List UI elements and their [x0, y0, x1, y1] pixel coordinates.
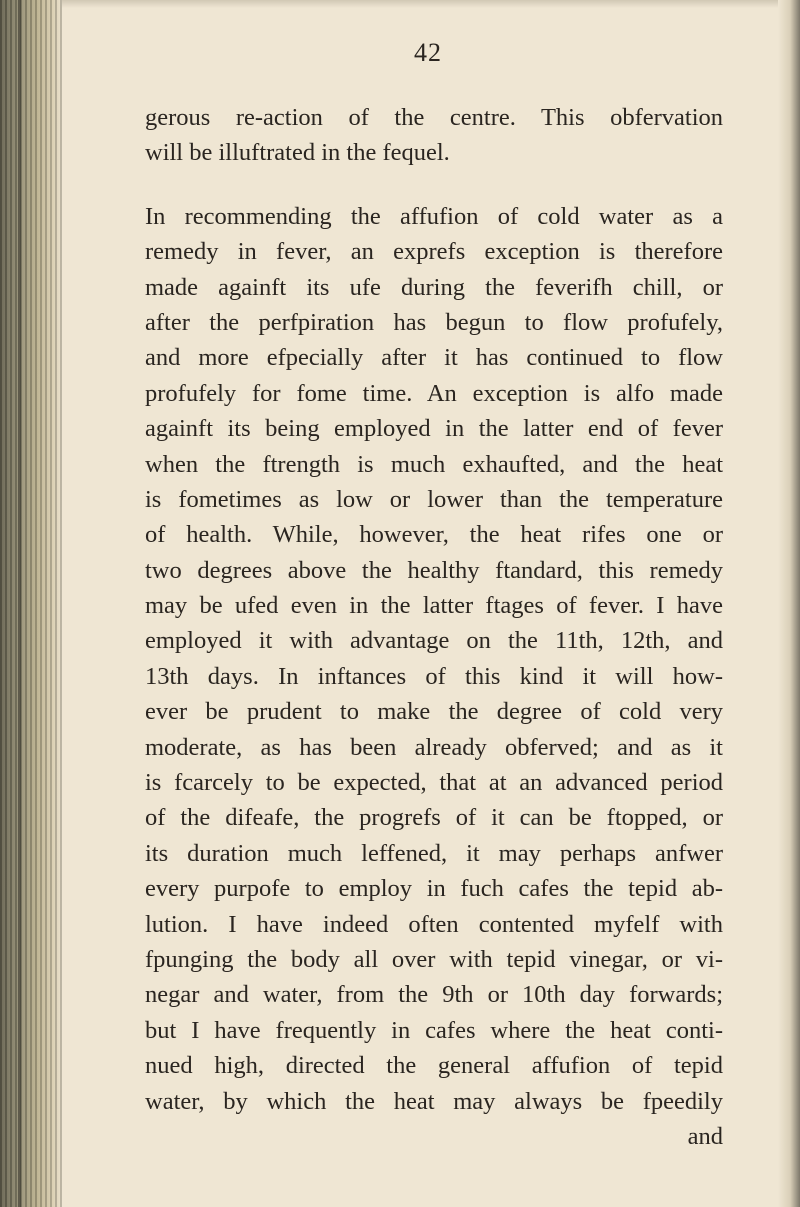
- text-line: employed it with advantage on the 11th, 12th, and: [145, 627, 723, 655]
- text-line: its duration much leffened, it may perhaps anfwer: [145, 839, 723, 867]
- text-line: of the difeafe, the progrefs of it can be ftopped, or: [145, 804, 723, 832]
- text-line: gerous re-action of the centre. This obfervation: [145, 104, 723, 131]
- text-line: nued high, directed the general affufion of tepid: [145, 1052, 723, 1080]
- text-line: 13th days. In inftances of this kind it will how-: [145, 662, 723, 690]
- text-line: negar and water, from the 9th or 10th day forwards;: [145, 981, 723, 1009]
- text-line: of health. While, however, the heat rifes one or: [145, 521, 723, 549]
- text-line: will be illuftrated in the fequel.: [145, 139, 450, 167]
- text-line: after the perfpiration has begun to flow profufely,: [145, 308, 723, 336]
- binding-edge: [18, 0, 21, 1207]
- text-line: may be ufed even in the latter ftages of fever. I have: [145, 592, 723, 620]
- text-line: water, by which the heat may always be fpeedily: [145, 1087, 723, 1115]
- text-line: fpunging the body all over with tepid vinegar, or vi-: [145, 945, 723, 973]
- text-line: In recommending the affufion of cold water as a: [145, 202, 723, 230]
- text-line: but I have frequently in cafes where the heat conti-: [145, 1016, 723, 1044]
- paragraph-2: [145, 199, 723, 1119]
- page-number: 42: [414, 38, 442, 67]
- paragraph-1: [145, 100, 723, 171]
- top-fold-shadow: [62, 0, 778, 8]
- text-line: profufely for fome time. An exception is alfo made: [145, 379, 723, 407]
- text-line: lution. I have indeed often contented myfelf with: [145, 910, 723, 938]
- text-line: two degrees above the healthy ftandard, this remedy: [145, 556, 723, 584]
- text-line: when the ftrength is much exhaufted, and the heat: [145, 450, 723, 478]
- text-line: moderate, as has been already obferved; and as it: [145, 733, 723, 761]
- text-line: every purpofe to employ in fuch cafes the tepid ab-: [145, 875, 723, 903]
- catchword: and: [687, 1122, 723, 1150]
- page-text: [145, 100, 723, 1154]
- text-line: and more efpecially after it has continued to flow: [145, 344, 723, 372]
- text-line: made againft its ufe during the feverifh chill, or: [145, 273, 723, 301]
- text-line: is fometimes as low or lower than the temperature: [145, 485, 723, 513]
- text-line: remedy in fever, an exprefs exception is therefore: [145, 238, 723, 266]
- text-line: againft its being employed in the latter end of fever: [145, 415, 723, 443]
- text-line: ever be prudent to make the degree of cold very: [145, 698, 723, 726]
- page-edge-shadow: [778, 0, 800, 1207]
- text-line: is fcarcely to be expected, that at an advanced period: [145, 769, 723, 797]
- binding-gutter: [0, 0, 62, 1207]
